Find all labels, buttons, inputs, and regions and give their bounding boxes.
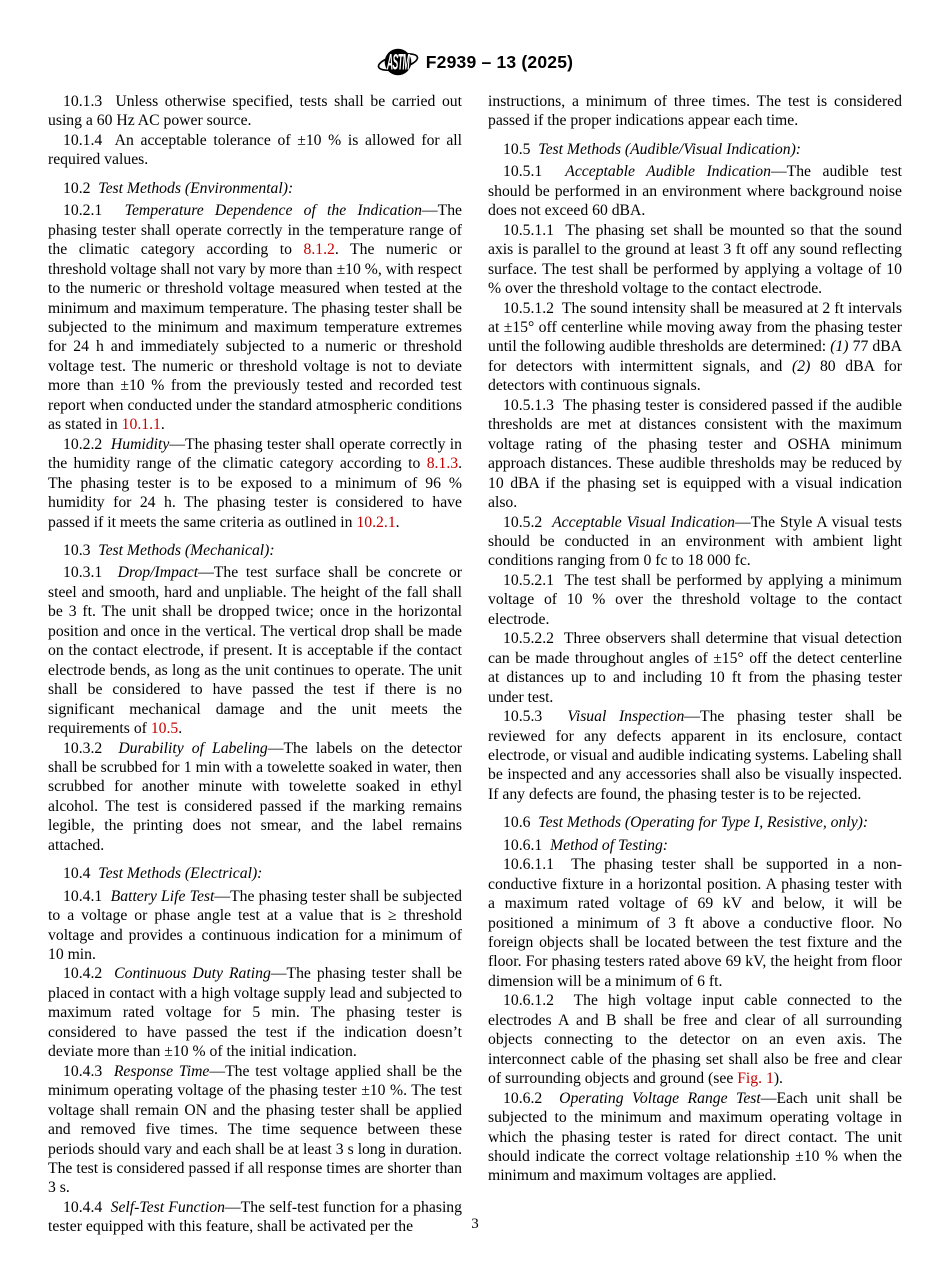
text-run: . <box>395 513 400 531</box>
italic-run: Response Time <box>113 1062 210 1080</box>
paragraph <box>48 435 462 532</box>
cross-reference-link[interactable]: Fig. 1 <box>737 1070 774 1088</box>
text-run: 10.1.4 An acceptable tolerance of ±10 % is allowed for all required values. <box>48 131 462 169</box>
paragraph <box>488 855 902 991</box>
italic-run: Self-Test Function <box>110 1198 225 1216</box>
text-run: 10.5.3 <box>503 708 568 726</box>
italic-run: Humidity <box>110 435 170 453</box>
text-run: 10.6.2 <box>503 1089 560 1107</box>
section-heading <box>48 541 462 560</box>
text-run: 10.3 <box>63 541 99 559</box>
paragraph <box>488 1089 902 1186</box>
text-run: —The self-test function for a phasing tester equipped with this feature, shall be activated per the <box>48 1198 462 1236</box>
paragraph <box>48 887 462 965</box>
standard-designation: F2939 – 13 (2025) <box>425 51 574 72</box>
text-run: 10.2 <box>63 179 99 197</box>
italic-run: Test Methods (Audible/Visual Indication): <box>538 140 802 158</box>
text-run: 10.5.1.2 The sound intensity shall be measured at 2 ft intervals at ±15° off centerline while moving away from the phasing tester until the following audible thresholds are determined: <box>488 299 902 356</box>
italic-run: Method of Testing: <box>550 836 669 854</box>
paragraph <box>488 221 902 299</box>
cross-reference-link[interactable]: 8.1.3 <box>426 455 459 473</box>
paragraph <box>488 299 902 396</box>
paragraph <box>488 92 902 131</box>
text-run: 10.4.4 <box>63 1198 111 1216</box>
page-footer <box>0 1216 950 1233</box>
text-run: 10.6.1.2 The high voltage input cable connected to the electrodes A and B shall be free and clear of all surrounding objects connecting to the detector on an even axis. The interconnect cable of the phasing set shall also be free and clear of surrounding objects and ground (see <box>488 992 902 1088</box>
paragraph <box>48 964 462 1061</box>
text-run: —The phasing tester shall be placed in contact with a high voltage supply lead and subjected to maximum rated voltage for 5 min. The phasing tester is considered to have passed the test if the indication doesn’t deviate more than ±10 % of the initial indication. <box>48 965 462 1061</box>
text-run: 10.6.1 <box>503 836 551 854</box>
text-run: 10.2.2 <box>63 435 111 453</box>
paragraph <box>48 201 462 434</box>
italic-run: Drop/Impact <box>117 564 199 582</box>
section-heading <box>48 864 462 883</box>
italic-run: (2) <box>792 357 811 375</box>
paragraph <box>488 991 902 1088</box>
italic-run: Operating Voltage Range Test <box>559 1089 761 1107</box>
italic-run: Acceptable Visual Indication <box>552 513 736 531</box>
text-run: —The test voltage applied shall be the minimum operating voltage of the phasing tester ±10 %. The test voltage shall remain ON and the phasing tester shall be applied and removed five times. The time sequence between these periods should vary and each shall be at least 3 s long in duration. The test is considered passed if all response times are shorter than 3 s. <box>48 1062 463 1197</box>
paragraph <box>48 92 462 131</box>
text-run: 10.4.2 <box>63 965 115 983</box>
text-run: . The phasing tester is to be exposed to a minimum of 96 % humidity for 24 h. The phasing tester is considered to have passed if it meets the same criteria as outlined in <box>48 455 462 531</box>
text-run: ). <box>773 1070 783 1088</box>
text-run: —The test surface shall be concrete or steel and smooth, hard and unpliable. The height of the fall shall be 3 ft. The unit shall be dropped twice; once in the horizontal position and once in the vertical. The vertical drop shall be made on the contact electrode, if present. It is acceptable if the contact electrode bends, as long as the unit continues to operate. The unit shall be considered to have passed the test if there is no significant mechanical damage and the unit meets the requirements of <box>48 564 462 738</box>
paragraph <box>488 707 902 804</box>
text-run: 10.5 <box>503 140 539 158</box>
text-run: —The phasing tester shall be reviewed for any defects apparent in its enclosure, contact electrode, or visual and audible indicating systems. Labeling shall be inspected and any accessories shall also be visually inspected. If any defects are found, the phasing tester is to be rejected. <box>488 708 902 803</box>
section-heading <box>488 836 902 855</box>
text-run: 10.6 <box>503 814 539 832</box>
text-run: —The phasing tester shall operate correctly in the humidity range of the climatic category according to <box>48 435 462 473</box>
text-run: —The audible test should be performed in an environment where background noise does not exceed 60 dBA. <box>488 163 902 220</box>
paragraph <box>48 1062 462 1198</box>
italic-run: Test Methods (Environmental): <box>98 179 294 197</box>
paragraph <box>48 563 462 738</box>
right-column <box>488 92 902 1237</box>
page-number: 3 <box>471 1216 479 1232</box>
text-run: —The Style A visual tests should be conducted in an environment with ambient light conditions ranging from 0 fc to 18 000 fc. <box>488 513 903 570</box>
paragraph <box>48 131 462 170</box>
text-run: —The phasing tester shall be subjected to a voltage or phase angle test at a value that is ≥ threshold voltage and provides a continuous indication for a minimum of 10 min. <box>48 887 463 964</box>
text-run: 10.3.2 <box>63 739 119 757</box>
text-run: 80 dBA for detectors with continuous signals. <box>488 357 902 395</box>
cross-reference-link[interactable]: 10.2.1 <box>356 513 396 531</box>
text-run: . <box>178 720 183 738</box>
italic-run: Test Methods (Operating for Type I, Resistive, only): <box>538 814 869 832</box>
italic-run: Continuous Duty Rating <box>114 965 271 983</box>
text-run: 77 dBA for detectors with intermittent signals, and <box>488 338 902 375</box>
text-run: 10.3.1 <box>63 564 118 582</box>
text-run: —The labels on the detector shall be scrubbed for 1 min with a towelette soaked in water, then scrubbed for another minute with towelette soaked in ethyl alcohol. The test is considered passed if the marking remains legible, the printing does not smear, and the label remains attached. <box>48 739 463 854</box>
text-run: 10.5.1 <box>503 163 566 181</box>
paragraph <box>48 739 462 856</box>
cross-reference-link[interactable]: 10.5 <box>150 720 179 738</box>
paragraph <box>488 396 902 513</box>
text-run: 10.4.1 <box>63 887 111 905</box>
section-heading <box>488 140 902 159</box>
italic-run: Visual Inspection <box>567 708 685 726</box>
italic-run: Test Methods (Electrical): <box>98 865 263 883</box>
italic-run: Test Methods (Mechanical): <box>98 541 275 559</box>
cross-reference-link[interactable]: 10.1.1 <box>121 416 161 434</box>
text-run: . <box>160 416 165 434</box>
svg-text:ASTM: ASTM <box>386 49 409 75</box>
italic-run: Durability of Labeling <box>118 739 268 757</box>
text-run: 10.5.2.2 Three observers shall determine that visual detection can be made throughout angles of ±15° off the detect centerline at distances up to and including 10 ft from the phasing tester under test. <box>488 630 902 706</box>
italic-run: (1) <box>830 338 849 356</box>
text-run: —The phasing tester shall operate correctly in the temperature range of the climatic category according to <box>48 202 462 259</box>
text-run: 10.5.2 <box>503 513 553 531</box>
text-run: 10.4.3 <box>63 1062 114 1080</box>
paragraph <box>488 513 902 571</box>
text-run: 10.6.1.1 The phasing tester shall be supported in a non-conductive fixture in a horizontal position. A phasing tester with a maximum rated voltage of 69 kV and below, it will be positioned a minimum of 3 ft above a conductive floor. No foreign objects shall be located between the test fixture and the floor. For phasing testers rated above 69 kV, the height from floor dimension will be a minimum of 6 ft. <box>488 856 902 990</box>
text-run: 10.2.1 <box>63 202 125 220</box>
page-header <box>0 46 950 78</box>
astm-logo-icon <box>377 46 419 78</box>
document-body <box>48 92 902 1237</box>
section-heading <box>488 813 902 832</box>
text-run: 10.5.2.1 The test shall be performed by applying a minimum voltage of 10 % over the threshold voltage to the contact electrode. <box>488 571 902 628</box>
text-run: —Each unit shall be subjected to the minimum and maximum operating voltage in which the phasing tester is rated for direct contact. The unit should indicate the correct voltage relationship ±10 % when the minimum and maximum voltages are applied. <box>488 1089 902 1185</box>
text-run: . The numeric or threshold voltage shall not vary by more than ±10 %, with respect to the numeric or threshold voltage measured when tested at the minimum and maximum temperature. The phasing tester shall be subjected to the minimum and maximum temperature extremes for 24 h and immediately subjected to a numeric or threshold voltage test. The numeric or threshold voltage is not to deviate more than ±10 % from the previously tested and recorded test report when conducted under the standard atmospheric conditions as stated in <box>48 241 462 434</box>
text-run: instructions, a minimum of three times. The test is considered passed if the proper indications appear each time. <box>488 93 902 130</box>
paragraph <box>488 162 902 220</box>
cross-reference-link[interactable]: 8.1.2 <box>303 241 335 259</box>
left-column <box>48 92 462 1237</box>
text-run: 10.5.1.1 The phasing set shall be mounted so that the sound axis is parallel to the ground at least 3 ft off any sound reflecting surface. The test shall be performed by applying a voltage of 10 % over the threshold voltage to the contact electrode. <box>488 221 902 298</box>
text-run: 10.1.3 Unless otherwise specified, tests shall be carried out using a 60 Hz AC power source. <box>48 93 462 130</box>
italic-run: Temperature Dependence of the Indication <box>124 202 422 220</box>
italic-run: Acceptable Audible Indication <box>565 163 771 181</box>
paragraph <box>488 571 902 629</box>
italic-run: Battery Life Test <box>110 887 215 905</box>
section-heading <box>48 179 462 198</box>
paragraph <box>488 629 902 707</box>
text-run: 10.5.1.3 The phasing tester is considered passed if the audible thresholds are met at distances consistent with the maximum voltage rating of the phasing tester and OSHA minimum approach distances. These audible thresholds may be reduced by 10 dBA if the phasing set is equipped with a visual indication also. <box>488 396 902 512</box>
text-run: 10.4 <box>63 865 99 883</box>
